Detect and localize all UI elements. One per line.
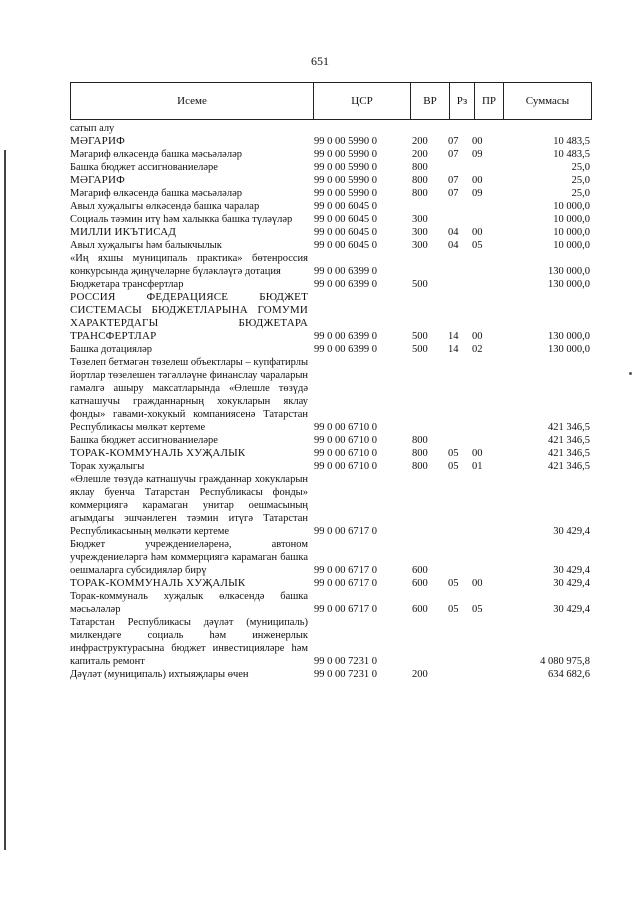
cell-vr: 600: [412, 578, 428, 589]
cell-sum: 10 000,0: [553, 240, 590, 251]
cell-csr: 99 0 00 7231 0: [314, 656, 377, 667]
table-row: [70, 460, 592, 473]
cell-pr: 00: [472, 448, 483, 459]
cell-vr: 500: [412, 331, 428, 342]
cell-pr: 00: [472, 331, 483, 342]
cell-pr: 09: [472, 149, 483, 160]
header-name: Исеме: [71, 83, 314, 119]
cell-sum: 421 346,5: [548, 422, 590, 433]
cell-csr: 99 0 00 5990 0: [314, 136, 377, 147]
cell-sum: 25,0: [571, 188, 590, 199]
table-row: [70, 161, 592, 174]
cell-name: ТОРАК-КОММУНАЛЬ ХУҖАЛЫК: [70, 577, 246, 589]
cell-vr: 500: [412, 279, 428, 290]
cell-csr: 99 0 00 6717 0: [314, 578, 377, 589]
table-row: [70, 577, 592, 590]
table-row: [70, 213, 592, 226]
cell-pr: 01: [472, 461, 483, 472]
cell-rz: 05: [448, 448, 459, 459]
cell-vr: 800: [412, 175, 428, 186]
scan-edge-mark: [4, 150, 6, 850]
cell-name: Авыл хуҗалыгы һәм балыкчылык: [70, 240, 222, 251]
table-row: [70, 590, 592, 616]
cell-vr: 200: [412, 136, 428, 147]
cell-name: Бюджет учреждениеләренә, автоном учреждениеләргә һәм коммерциягә карамаган башка оешмаларга субсидияләр бирү: [70, 539, 308, 576]
cell-rz: 07: [448, 136, 459, 147]
cell-name: Мәгариф өлкәсендә башка мәсьәләләр: [70, 149, 242, 160]
header-vr: ВР: [411, 83, 450, 119]
cell-sum: 421 346,5: [548, 448, 590, 459]
cell-sum: 30 429,4: [553, 604, 590, 615]
cell-rz: 07: [448, 175, 459, 186]
table-header: [70, 82, 592, 120]
cell-name: Башка дотацияләр: [70, 344, 153, 355]
cell-pr: 05: [472, 604, 483, 615]
cell-sum: 30 429,4: [553, 578, 590, 589]
cell-sum: 10 483,5: [553, 136, 590, 147]
table-row: [70, 291, 592, 343]
table-row: [70, 278, 592, 291]
cell-sum: 130 000,0: [548, 266, 590, 277]
cell-csr: 99 0 00 5990 0: [314, 175, 377, 186]
cell-csr: 99 0 00 6710 0: [314, 448, 377, 459]
scan-dot: [629, 372, 632, 375]
cell-name: МИЛЛИ ИКЪТИСАД: [70, 226, 177, 238]
table-row: [70, 226, 592, 239]
page-number: 651: [311, 54, 329, 68]
cell-name: Мәгариф өлкәсендә башка мәсьәләләр: [70, 188, 242, 199]
cell-csr: 99 0 00 5990 0: [314, 149, 377, 160]
table-row: [70, 434, 592, 447]
cell-rz: 04: [448, 227, 459, 238]
cell-name: РОССИЯ ФЕДЕРАЦИЯСЕ БЮДЖЕТ СИСТЕМАСЫ БЮДЖЕТЛАРЫНА ГОМУМИ ХАРАКТЕРДАГЫ БЮДЖЕТАРА ТРАНСФЕРТЛАР: [70, 291, 308, 342]
cell-sum: 10 000,0: [553, 214, 590, 225]
cell-name: Дәүләт (муниципаль) ихтыяҗлары өчен: [70, 669, 249, 680]
table-row: [70, 473, 592, 538]
cell-vr: 600: [412, 565, 428, 576]
header-csr: ЦСР: [314, 83, 411, 119]
cell-name: МӘГАРИФ: [70, 174, 125, 186]
table-row: [70, 668, 592, 681]
table-row: [70, 148, 592, 161]
cell-csr: 99 0 00 7231 0: [314, 669, 377, 680]
cell-rz: 07: [448, 149, 459, 160]
table-row: [70, 616, 592, 668]
cell-csr: 99 0 00 6399 0: [314, 279, 377, 290]
table-body: [70, 122, 592, 681]
cell-name: «Иң яхшы муниципаль практика» бөтенроссия конкурсында җиңүчеләрне бүләкләүгә дотация: [70, 253, 308, 277]
cell-vr: 300: [412, 240, 428, 251]
cell-csr: 99 0 00 6045 0: [314, 201, 377, 212]
cell-rz: 14: [448, 331, 459, 342]
cell-vr: 600: [412, 604, 428, 615]
cell-rz: 07: [448, 188, 459, 199]
header-rz: Рз: [450, 83, 475, 119]
table-row: [70, 447, 592, 460]
cell-csr: 99 0 00 6717 0: [314, 526, 377, 537]
table-row: [70, 343, 592, 356]
cell-vr: 300: [412, 227, 428, 238]
cell-pr: 02: [472, 344, 483, 355]
cell-name: Татарстан Республикасы дәүләт (муниципаль) милкендәге социаль һәм инженерлык инфраструктурасына бюджет инвестицияләре һәм капиталь ремонт: [70, 617, 308, 667]
table-row: [70, 135, 592, 148]
cell-sum: 421 346,5: [548, 435, 590, 446]
cell-csr: 99 0 00 6710 0: [314, 422, 377, 433]
cell-csr: 99 0 00 6710 0: [314, 461, 377, 472]
cell-name: Авыл хуҗалыгы өлкәсендә башка чаралар: [70, 201, 260, 212]
cell-name: Башка бюджет ассигнованиеләре: [70, 435, 218, 446]
cell-sum: 130 000,0: [548, 279, 590, 290]
cell-sum: 30 429,4: [553, 565, 590, 576]
cell-vr: 800: [412, 435, 428, 446]
cell-rz: 05: [448, 461, 459, 472]
cell-sum: 25,0: [571, 162, 590, 173]
cell-name: Торак-коммуналь хуҗалык өлкәсендә башка мәсьәләләр: [70, 591, 308, 615]
cell-rz: 05: [448, 578, 459, 589]
cell-pr: 00: [472, 578, 483, 589]
cell-sum: 130 000,0: [548, 344, 590, 355]
cell-name: Бюджетара трансфертлар: [70, 279, 184, 290]
cell-csr: 99 0 00 6717 0: [314, 565, 377, 576]
cell-sum: 30 429,4: [553, 526, 590, 537]
cell-sum: 10 000,0: [553, 201, 590, 212]
table-row: [70, 252, 592, 278]
cell-csr: 99 0 00 6399 0: [314, 331, 377, 342]
cell-vr: 800: [412, 162, 428, 173]
cell-sum: 421 346,5: [548, 461, 590, 472]
cell-sum: 130 000,0: [548, 331, 590, 342]
cell-name: Социаль тәэмин итү һәм халыкка башка түләүләр: [70, 214, 293, 225]
table-row: [70, 200, 592, 213]
cell-rz: 05: [448, 604, 459, 615]
table-row: [70, 538, 592, 577]
cell-csr: 99 0 00 6045 0: [314, 227, 377, 238]
cell-vr: 500: [412, 344, 428, 355]
cell-name: Башка бюджет ассигнованиеләре: [70, 162, 218, 173]
cell-csr: 99 0 00 6399 0: [314, 266, 377, 277]
cell-pr: 09: [472, 188, 483, 199]
cell-name: МӘГАРИФ: [70, 135, 125, 147]
cell-vr: 800: [412, 188, 428, 199]
cell-rz: 14: [448, 344, 459, 355]
cell-name: ТОРАК-КОММУНАЛЬ ХУҖАЛЫК: [70, 447, 246, 459]
cell-pr: 00: [472, 136, 483, 147]
cell-sum: 10 483,5: [553, 149, 590, 160]
cell-sum: 634 682,6: [548, 669, 590, 680]
table-row: [70, 174, 592, 187]
cell-pr: 00: [472, 175, 483, 186]
cell-name: сатып алу: [70, 123, 115, 134]
header-pr: ПР: [475, 83, 504, 119]
cell-csr: 99 0 00 6045 0: [314, 214, 377, 225]
cell-vr: 800: [412, 461, 428, 472]
cell-name: Төзелеп бетмәгән төзелеш объектлары – купфатирлы йортлар төзелешен тәгәлләүне финанслау чараларын гамәлгә ашыру максатларында «Өлешле төзүдә катнашучы гражданнарның хокукларын яклау фонды» гавами-хокукый компаниясенә Татарстан Республикасы мөлкәт кертеме: [70, 357, 308, 433]
cell-pr: 00: [472, 227, 483, 238]
cell-vr: 800: [412, 448, 428, 459]
cell-rz: 04: [448, 240, 459, 251]
cell-vr: 200: [412, 669, 428, 680]
cell-vr: 300: [412, 214, 428, 225]
table-row: [70, 239, 592, 252]
cell-sum: 4 080 975,8: [540, 656, 590, 667]
cell-pr: 05: [472, 240, 483, 251]
cell-csr: 99 0 00 6710 0: [314, 435, 377, 446]
cell-csr: 99 0 00 6045 0: [314, 240, 377, 251]
cell-csr: 99 0 00 5990 0: [314, 188, 377, 199]
cell-csr: 99 0 00 5990 0: [314, 162, 377, 173]
cell-sum: 25,0: [571, 175, 590, 186]
cell-vr: 200: [412, 149, 428, 160]
cell-sum: 10 000,0: [553, 227, 590, 238]
cell-csr: 99 0 00 6717 0: [314, 604, 377, 615]
header-sum: Суммасы: [525, 95, 570, 107]
cell-csr: 99 0 00 6399 0: [314, 344, 377, 355]
cell-name: Торак хуҗалыгы: [70, 461, 145, 472]
table-row: [70, 356, 592, 434]
cell-name: «Өлешле төзүдә катнашучы гражданнар хокукларын яклау буенча Татарстан Республикасы фонды» коммерциягә карамаган унитар оешмасының агымдагы эшчәнлеген тәэмин итүгә Татарстан Республикасының мөлкәти кертеме: [70, 474, 308, 537]
table-row: [70, 187, 592, 200]
table-row: [70, 122, 592, 135]
